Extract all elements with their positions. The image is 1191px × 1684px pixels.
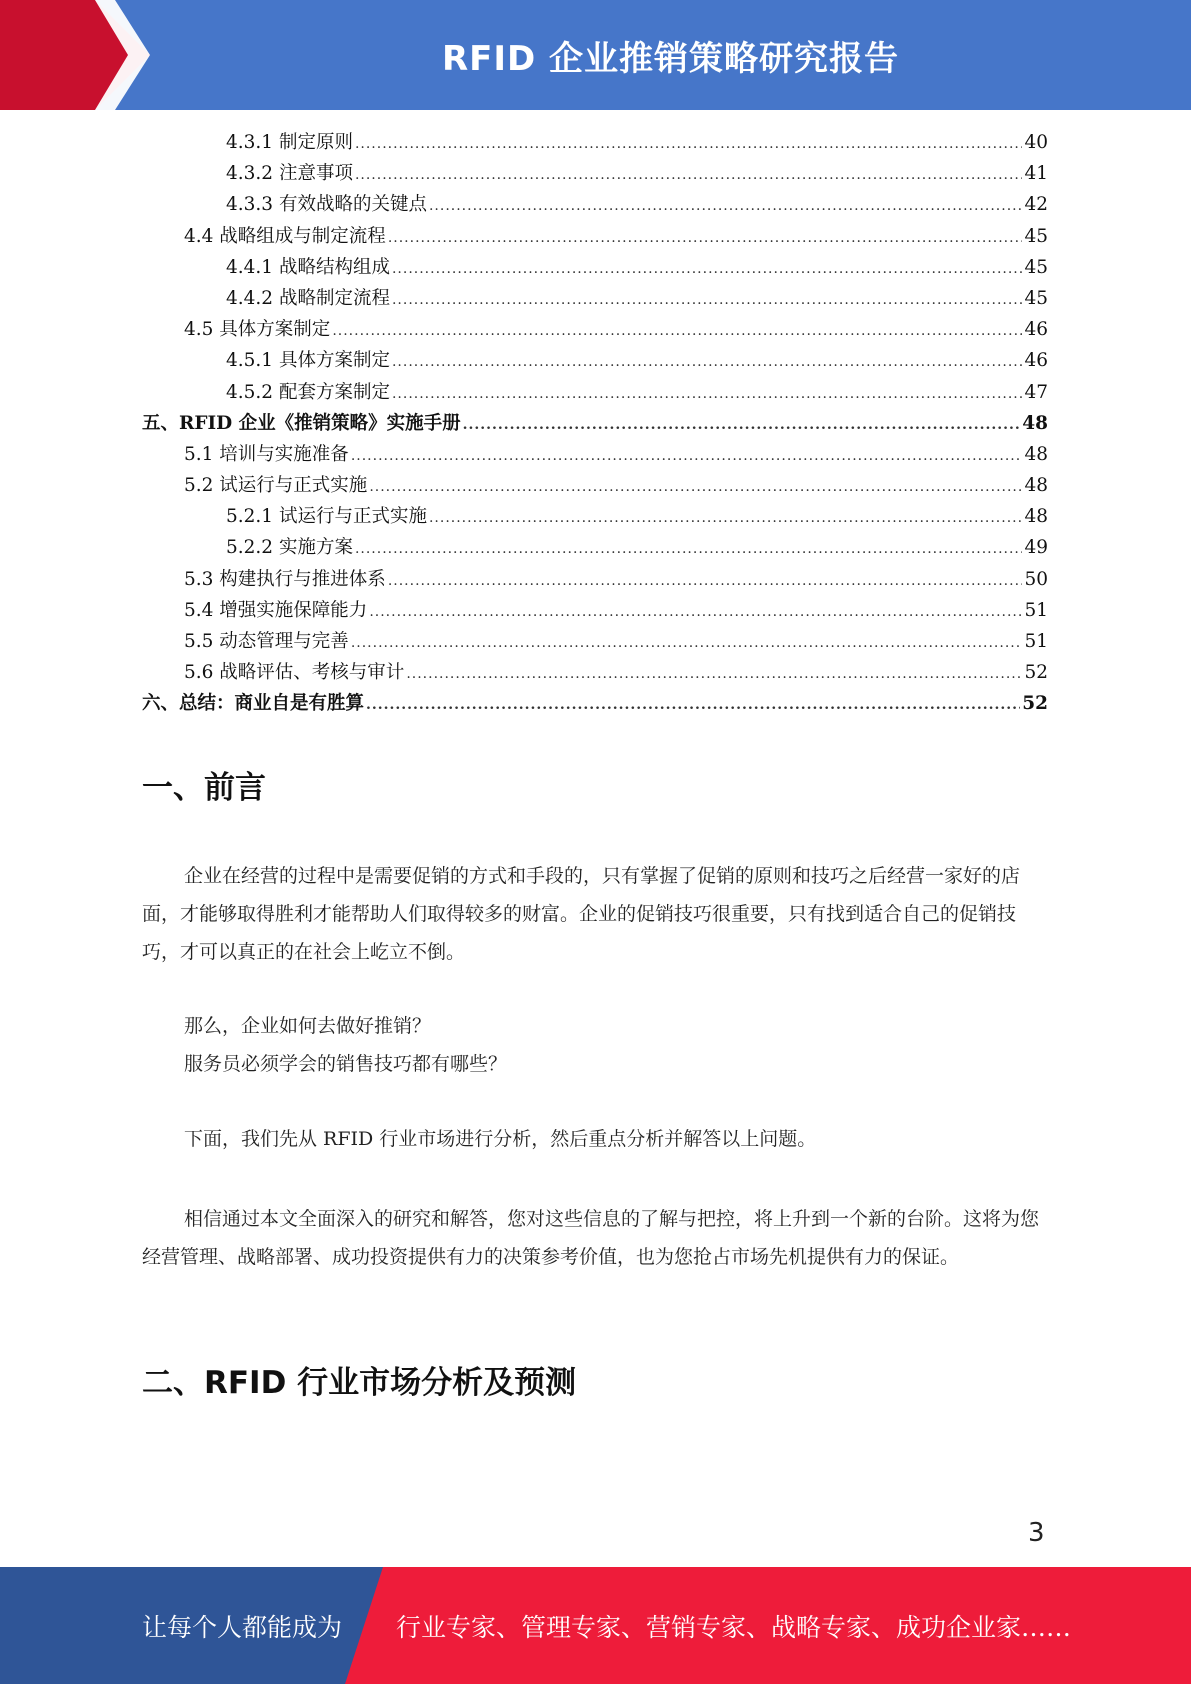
toc-entry-label: 5.2.2 实施方案: [226, 537, 353, 559]
toc-entry[interactable]: [142, 128, 1048, 159]
toc-entry[interactable]: [142, 596, 1048, 627]
toc-entry-label: 六、总结：商业自是有胜算: [142, 693, 365, 715]
toc-entry-page: 51: [1024, 599, 1048, 621]
toc-entry-label: 5.5 动态管理与完善: [184, 631, 349, 652]
toc-entry[interactable]: [142, 409, 1048, 440]
page-number: 3: [1028, 1518, 1045, 1548]
page-footer: [0, 1567, 1191, 1684]
toc-leader-dots: [355, 541, 1023, 557]
toc-entry-page: 48: [1024, 506, 1048, 528]
toc-entry-label: 5.2 试运行与正式实施: [184, 475, 368, 497]
toc-entry-label: 4.5 具体方案制定: [184, 319, 331, 341]
toc-leader-dots: [429, 198, 1022, 214]
toc-entry[interactable]: [142, 253, 1048, 284]
toc-entry-label: 5.2.1 试运行与正式实施: [226, 506, 427, 528]
toc-entry-page: 41: [1024, 163, 1048, 185]
header-arrow-decoration: [0, 0, 160, 110]
toc-entry[interactable]: [142, 533, 1048, 564]
toc-entry-page: 45: [1024, 225, 1048, 247]
toc-entry-page: 47: [1024, 381, 1048, 403]
toc-leader-dots: [369, 604, 1022, 620]
preface-question-1: 那么，企业如何去做好推销？: [184, 1015, 432, 1037]
toc-entry-label: 4.4.1 战略结构组成: [226, 256, 390, 278]
toc-entry-label: 4.5.1 具体方案制定: [226, 350, 390, 372]
toc-entry[interactable]: [142, 658, 1048, 689]
toc-entry-page: 50: [1024, 568, 1048, 590]
toc-leader-dots: [332, 323, 1022, 339]
toc-leader-dots: [392, 261, 1022, 277]
toc-entry-page: 52: [1024, 662, 1048, 684]
toc-entry[interactable]: [142, 159, 1048, 190]
toc-entry-page: 40: [1024, 132, 1048, 153]
toc-entry-label: 4.5.2 配套方案制定: [226, 381, 390, 403]
toc-entry-page: 52: [1022, 693, 1048, 715]
toc-entry[interactable]: [142, 627, 1048, 658]
toc-leader-dots: [355, 167, 1023, 183]
toc-entry[interactable]: [142, 190, 1048, 221]
toc-entry[interactable]: [142, 471, 1048, 502]
preface-question-2: 服务员必须学会的销售技巧都有哪些？: [184, 1053, 508, 1075]
toc-entry-page: 48: [1022, 412, 1048, 434]
toc-leader-dots: [392, 386, 1022, 402]
toc-entry-label: 4.3.1 制定原则: [226, 132, 353, 153]
toc-entry-label: 5.4 增强实施保障能力: [184, 599, 368, 621]
toc-entry-label: 5.3 构建执行与推进体系: [184, 568, 386, 590]
footer-slogan-right: 行业专家、管理专家、营销专家、战略专家、成功企业家……: [396, 1612, 1072, 1642]
toc-leader-dots: [351, 448, 1023, 464]
toc-leader-dots: [369, 479, 1022, 495]
toc-leader-dots: [351, 635, 1023, 651]
toc-leader-dots: [388, 573, 1023, 589]
toc-entry[interactable]: [142, 440, 1048, 471]
toc-entry[interactable]: [142, 378, 1048, 409]
toc-entry[interactable]: [142, 222, 1048, 253]
preface-paragraph-3: 相信通过本文全面深入的研究和解答，您对这些信息的了解与把控，将上升到一个新的台阶。这将为您经营管理、战略部署、成功投资提供有力的决策参考价值，也为您抢占市场先机提供有力的保证。: [142, 1208, 1040, 1268]
table-of-contents: [142, 128, 1048, 721]
toc-entry[interactable]: [142, 284, 1048, 315]
toc-entry[interactable]: [142, 315, 1048, 346]
toc-entry-label: 五、RFID 企业《推销策略》实施手册: [142, 412, 461, 434]
toc-entry-label: 4.3.2 注意事项: [226, 163, 353, 185]
toc-entry-label: 4.4 战略组成与制定流程: [184, 225, 386, 247]
toc-entry-label: 4.3.3 有效战略的关键点: [226, 194, 427, 216]
page-header: [0, 0, 1191, 110]
toc-entry-page: 51: [1024, 631, 1048, 652]
toc-leader-dots: [463, 417, 1021, 433]
toc-entry-page: 48: [1024, 443, 1048, 465]
preface-paragraph-2: 下面，我们先从 RFID 行业市场进行分析，然后重点分析并解答以上问题。: [184, 1128, 817, 1150]
toc-entry[interactable]: [142, 689, 1048, 720]
toc-entry[interactable]: [142, 346, 1048, 377]
toc-entry-page: 42: [1024, 194, 1048, 216]
toc-leader-dots: [392, 354, 1022, 370]
toc-leader-dots: [388, 230, 1023, 246]
toc-entry-page: 45: [1024, 256, 1048, 278]
toc-entry-page: 46: [1024, 350, 1048, 372]
toc-entry-page: 48: [1024, 475, 1048, 497]
toc-entry-label: 5.6 战略评估、考核与审计: [184, 662, 405, 684]
toc-entry-page: 46: [1024, 319, 1048, 341]
toc-entry-label: 5.1 培训与实施准备: [184, 443, 349, 465]
section-heading-market-analysis: 二、RFID 行业市场分析及预测: [142, 1365, 577, 1401]
toc-leader-dots: [406, 666, 1022, 682]
toc-entry[interactable]: [142, 565, 1048, 596]
toc-leader-dots: [355, 136, 1023, 152]
section-heading-preface: 一、前言: [142, 770, 266, 806]
footer-slogan-left: 让每个人都能成为: [142, 1612, 343, 1642]
toc-entry-page: 49: [1024, 537, 1048, 559]
toc-leader-dots: [429, 510, 1022, 526]
toc-leader-dots: [392, 292, 1022, 308]
toc-entry-page: 45: [1024, 287, 1048, 309]
preface-paragraph-1: 企业在经营的过程中是需要促销的方式和手段的，只有掌握了促销的原则和技巧之后经营一家好的店面，才能够取得胜利才能帮助人们取得较多的财富。企业的促销技巧很重要，只有找到适合自己的促销技巧，才可以真正的在社会上屹立不倒。: [142, 865, 1021, 963]
toc-entry-label: 4.4.2 战略制定流程: [226, 287, 390, 309]
toc-leader-dots: [366, 697, 1020, 713]
report-title: RFID 企业推销策略研究报告: [441, 38, 900, 79]
toc-entry[interactable]: [142, 502, 1048, 533]
